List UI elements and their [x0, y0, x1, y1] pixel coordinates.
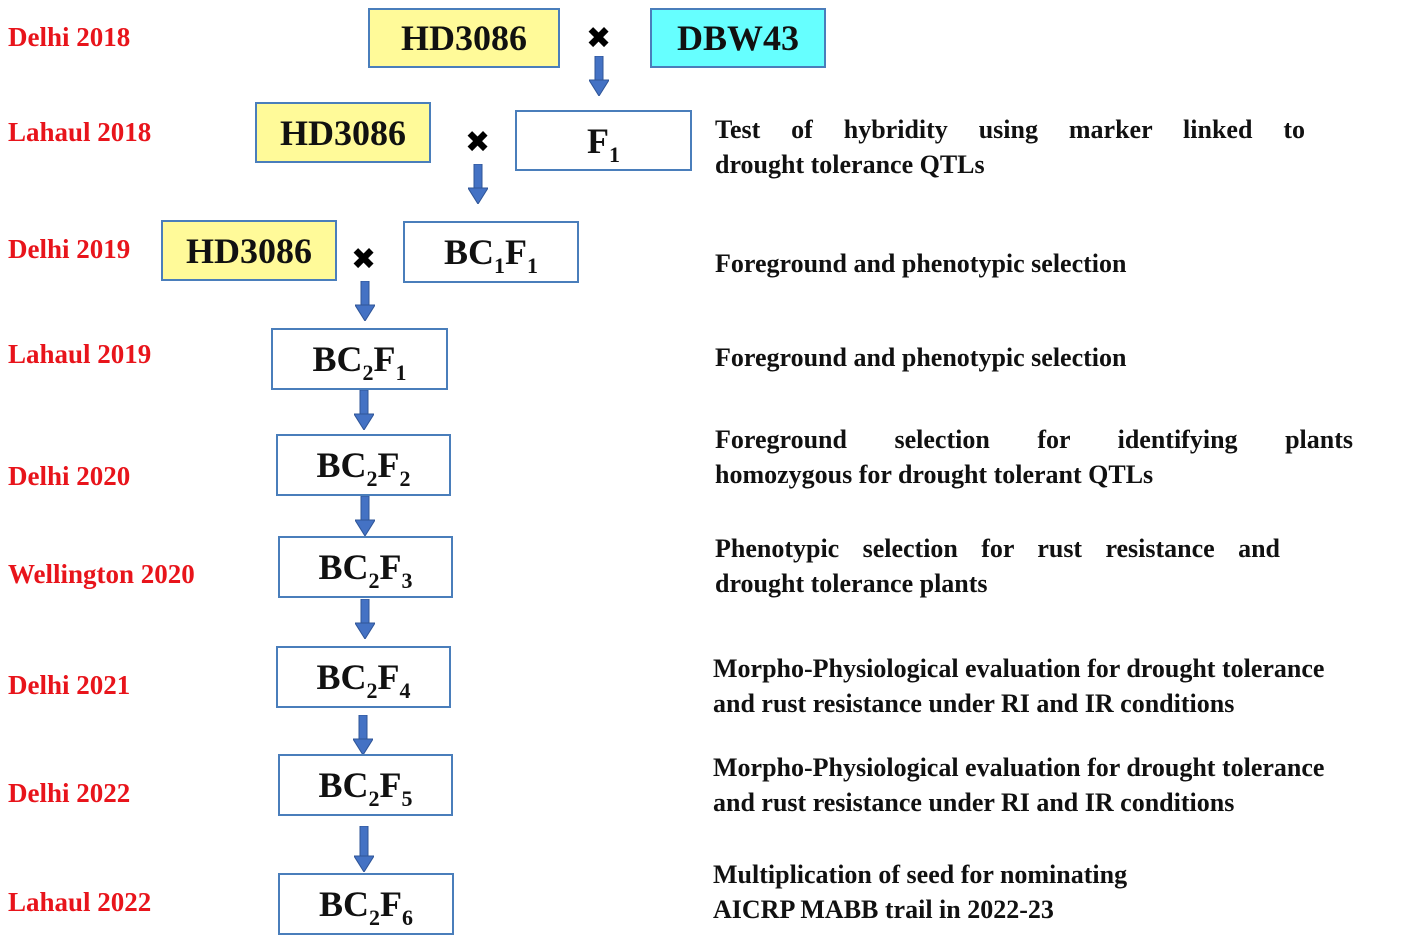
parent-hd3086-label: HD3086: [186, 230, 312, 271]
down-arrow-icon: [354, 390, 374, 430]
down-arrow-icon: [353, 715, 373, 755]
loc-lahaul-2022: Lahaul 2022: [8, 887, 152, 917]
cross-icon: ✖: [586, 21, 612, 56]
generation-bc2f6-label: $BC_2F_6$: [318, 884, 413, 930]
generation-bc2f1-box: [271, 328, 448, 390]
generation-bc2f5-label: $BC_2F_5$: [318, 765, 413, 811]
description-f1: Test of hybridity using marker linked to drought tolerance QTLs: [715, 115, 1305, 179]
generation-bc1f1-label: $BC_1F_1$: [443, 232, 538, 278]
loc-wellington-2020: Wellington 2020: [8, 559, 195, 589]
generation-bc2f4-label: $BC_2F_4$: [316, 657, 411, 703]
parent-hd3086-box: [368, 8, 560, 68]
generation-bc2f3-box: [278, 536, 453, 598]
loc-delhi-2018: Delhi 2018: [8, 22, 131, 52]
description-bc2f3: Phenotypic selection for rust resistance and drought tolerance plants: [715, 534, 1280, 598]
description-bc2f1: Foreground and phenotypic selection: [715, 343, 1127, 372]
loc-delhi-2022: Delhi 2022: [8, 778, 131, 808]
loc-lahaul-2019: Lahaul 2019: [8, 339, 152, 369]
generation-bc2f2-label: $BC_2F_2$: [316, 445, 411, 491]
down-arrow-icon: [354, 826, 374, 872]
cross-icon: ✖: [465, 125, 491, 160]
down-arrow-icon: [355, 496, 375, 536]
down-arrow-icon: [355, 281, 375, 321]
generation-bc1f1-box: [403, 221, 579, 283]
loc-delhi-2021: Delhi 2021: [8, 670, 131, 700]
parent-hd3086-label: HD3086: [280, 112, 406, 153]
cross-icon: ✖: [351, 242, 377, 277]
generation-bc2f6-box: [278, 873, 454, 935]
loc-lahaul-2018: Lahaul 2018: [8, 117, 152, 147]
description-bc1f1: Foreground and phenotypic selection: [715, 249, 1127, 278]
parent-hd3086-box: [161, 220, 337, 281]
down-arrow-icon: [355, 599, 375, 639]
parent-hd3086-label: HD3086: [401, 18, 527, 58]
loc-delhi-2019: Delhi 2019: [8, 234, 131, 264]
description-bc2f6: Multiplication of seed for nominating AICRP MABB trail in 2022-23: [713, 860, 1128, 924]
down-arrow-icon: [468, 164, 488, 204]
generation-bc2f3-label: $BC_2F_3$: [318, 547, 413, 593]
parent-hd3086-box: [255, 102, 431, 163]
generation-bc2f1-label: $BC_2F_1$: [312, 339, 407, 385]
parent-dbw43-box: [650, 8, 826, 68]
parent-dbw43-label: DBW43: [676, 18, 799, 58]
description-bc2f2: Foreground selection for identifying plants homozygous for drought tolerant QTLs: [715, 425, 1353, 489]
generation-bc2f4-box: [276, 646, 451, 708]
generation-bc2f5-box: [278, 754, 453, 816]
down-arrow-icon: [589, 56, 609, 96]
generation-f1-label: $F_1$: [587, 120, 620, 167]
generation-bc2f2-box: [276, 434, 451, 496]
generation-f1-box: [515, 110, 692, 171]
loc-delhi-2020: Delhi 2020: [8, 461, 131, 491]
description-bc2f5: Morpho-Physiological evaluation for drought tolerance and rust resistance under RI and IR conditions: [713, 753, 1325, 817]
description-bc2f4: Morpho-Physiological evaluation for drought tolerance and rust resistance under RI and IR conditions: [713, 654, 1325, 718]
